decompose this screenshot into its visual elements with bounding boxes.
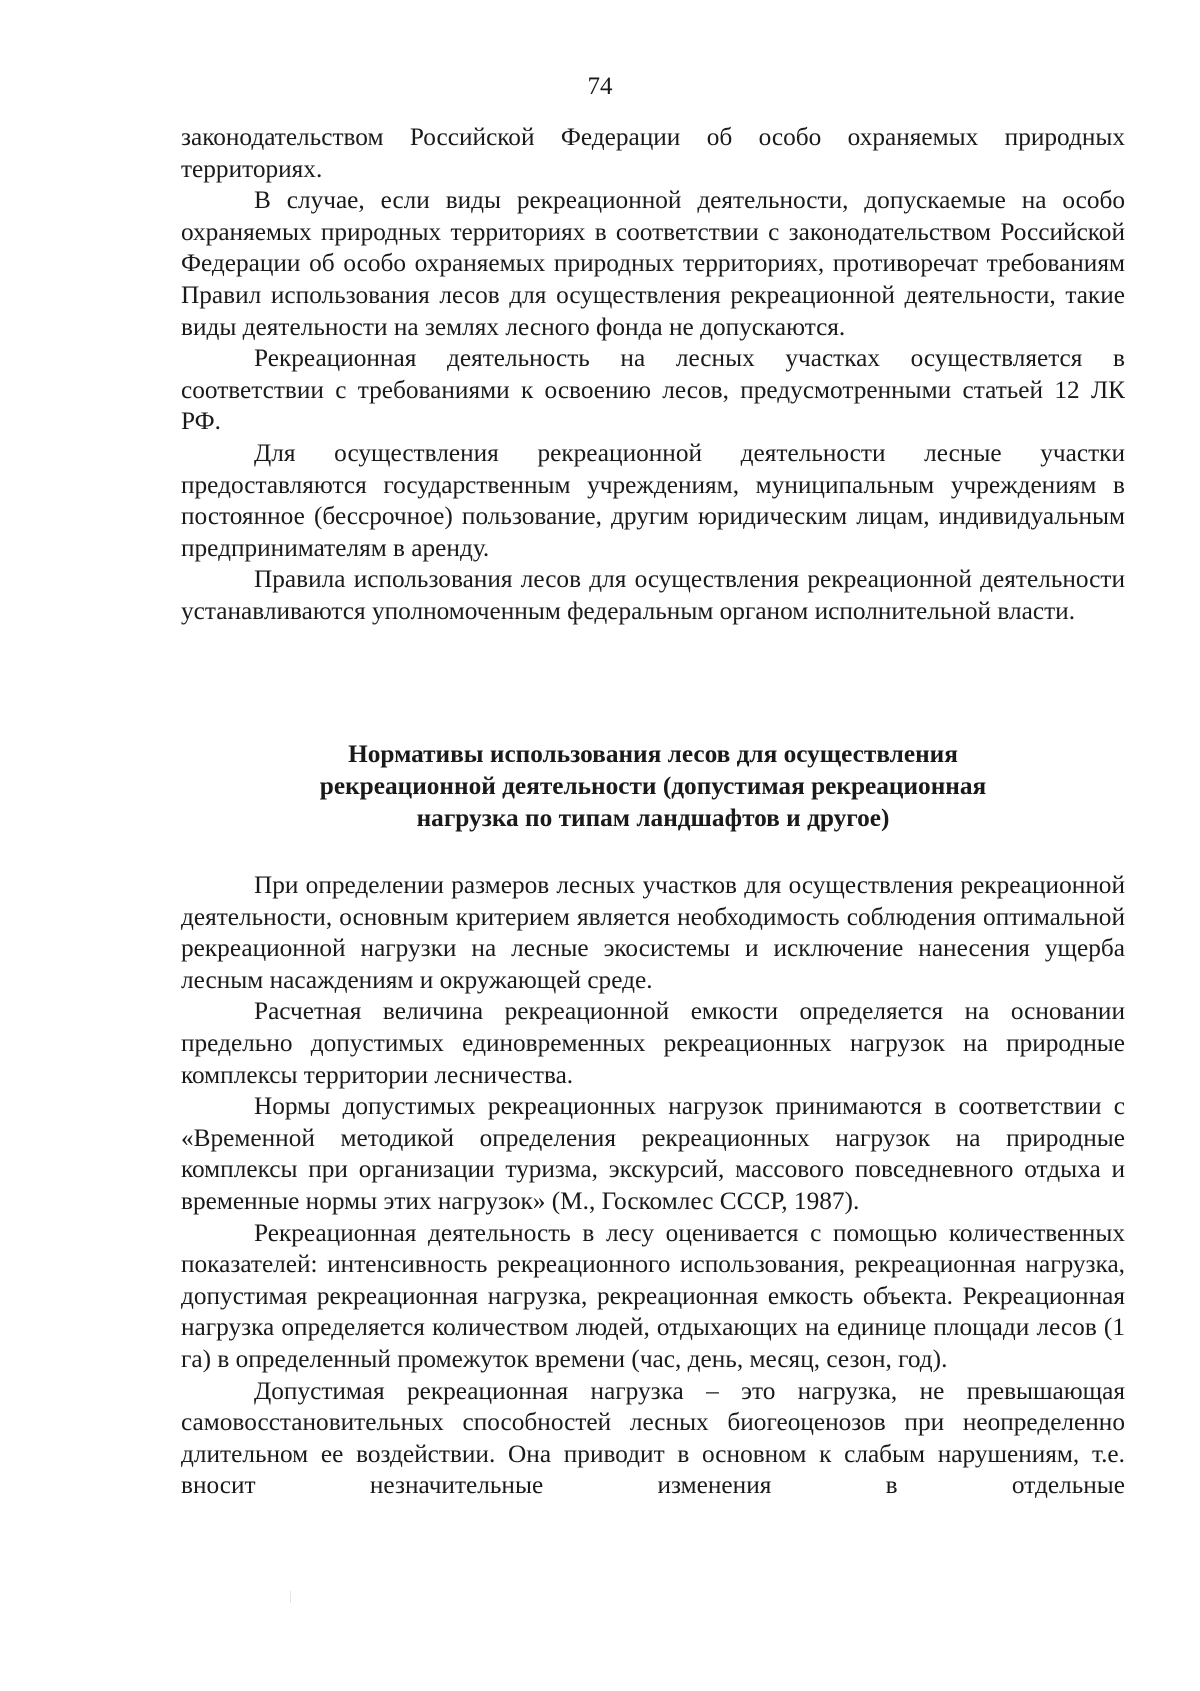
- paragraph: Для осуществления рекреационной деятельности лесные участки предоставляются государственным учреждениям, муниципальным учреждениям в постоянное (бессрочное) пользование, другим юридическим лицам, индивидуальным предпринимателям в аренду.: [181, 438, 1125, 562]
- section-heading: [181, 738, 1125, 834]
- paragraph: Правила использования лесов для осуществления рекреационной деятельности устанавливаются уполномоченным федеральным органом исполнительной власти.: [181, 565, 1125, 625]
- section-heading-line: Нормативы использования лесов для осуществления: [348, 740, 958, 768]
- paragraph-continues: Допустимая рекреационная нагрузка – это нагрузка, не превышающая самовосстановительных способностей лесных биогеоценозов при неопределенно длительном ее воздействии. Она приводит в основном к слабым нарушениям, т.е. вносит незначительные изменения в отдельные: [181, 1376, 1125, 1500]
- page-number: 74: [587, 73, 613, 100]
- paragraph: Рекреационная деятельность на лесных участках осуществляется в соответствии с требованиями к освоению лесов, предусмотренными статьей 12 ЛК РФ.: [181, 344, 1125, 436]
- scan-mark: [290, 1591, 291, 1603]
- section-heading-line: рекреационной деятельности (допустимая рекреационная: [319, 772, 987, 800]
- paragraph: При определении размеров лесных участков для осуществления рекреационной деятельности, основным критерием является необходимость соблюдения оптимальной рекреационной нагрузки на лесные экосистемы и исключение нанесения ущерба лесным насаждениям и окружающей среде.: [181, 871, 1125, 994]
- paragraph: В случае, если виды рекреационной деятельности, допускаемые на особо охраняемых природных территориях в соответствии с законодательством Российской Федерации об особо охраняемых природных территориях, противоречат требованиям Правил использования лесов для осуществления рекреационной деятельности, такие виды деятельности на землях лесного фонда не допускаются.: [181, 186, 1125, 341]
- section-heading-line: нагрузка по типам ландшафтов и другое): [416, 804, 890, 832]
- paragraph-continuation: законодательством Российской Федерации об особо охраняемых природных территориях.: [181, 123, 1125, 183]
- bottom-text-block: [181, 870, 1125, 1502]
- paragraph: Рекреационная деятельность в лесу оценивается с помощью количественных показателей: интенсивность рекреационного использования, рекреационная нагрузка, допустимая рекреационная нагрузка, рекреационная емкость объекта. Рекреационная нагрузка определяется количеством людей, отдыхающих на единице площади лесов (1 га) в определенный промежуток времени (час, день, месяц, сезон, год).: [181, 1218, 1125, 1373]
- paragraph: Нормы допустимых рекреационных нагрузок принимаются в соответствии с «Временной методикой определения рекреационных нагрузок на природные комплексы при организации туризма, экскурсий, массового повседневного отдыха и временные нормы этих нагрузок» (М., Госкомлес СССР, 1987).: [181, 1092, 1125, 1215]
- top-text-block: [181, 122, 1125, 628]
- paragraph: Расчетная величина рекреационной емкости определяется на основании предельно допустимых единовременных рекреационных нагрузок на природные комплексы территории лесничества.: [181, 997, 1125, 1089]
